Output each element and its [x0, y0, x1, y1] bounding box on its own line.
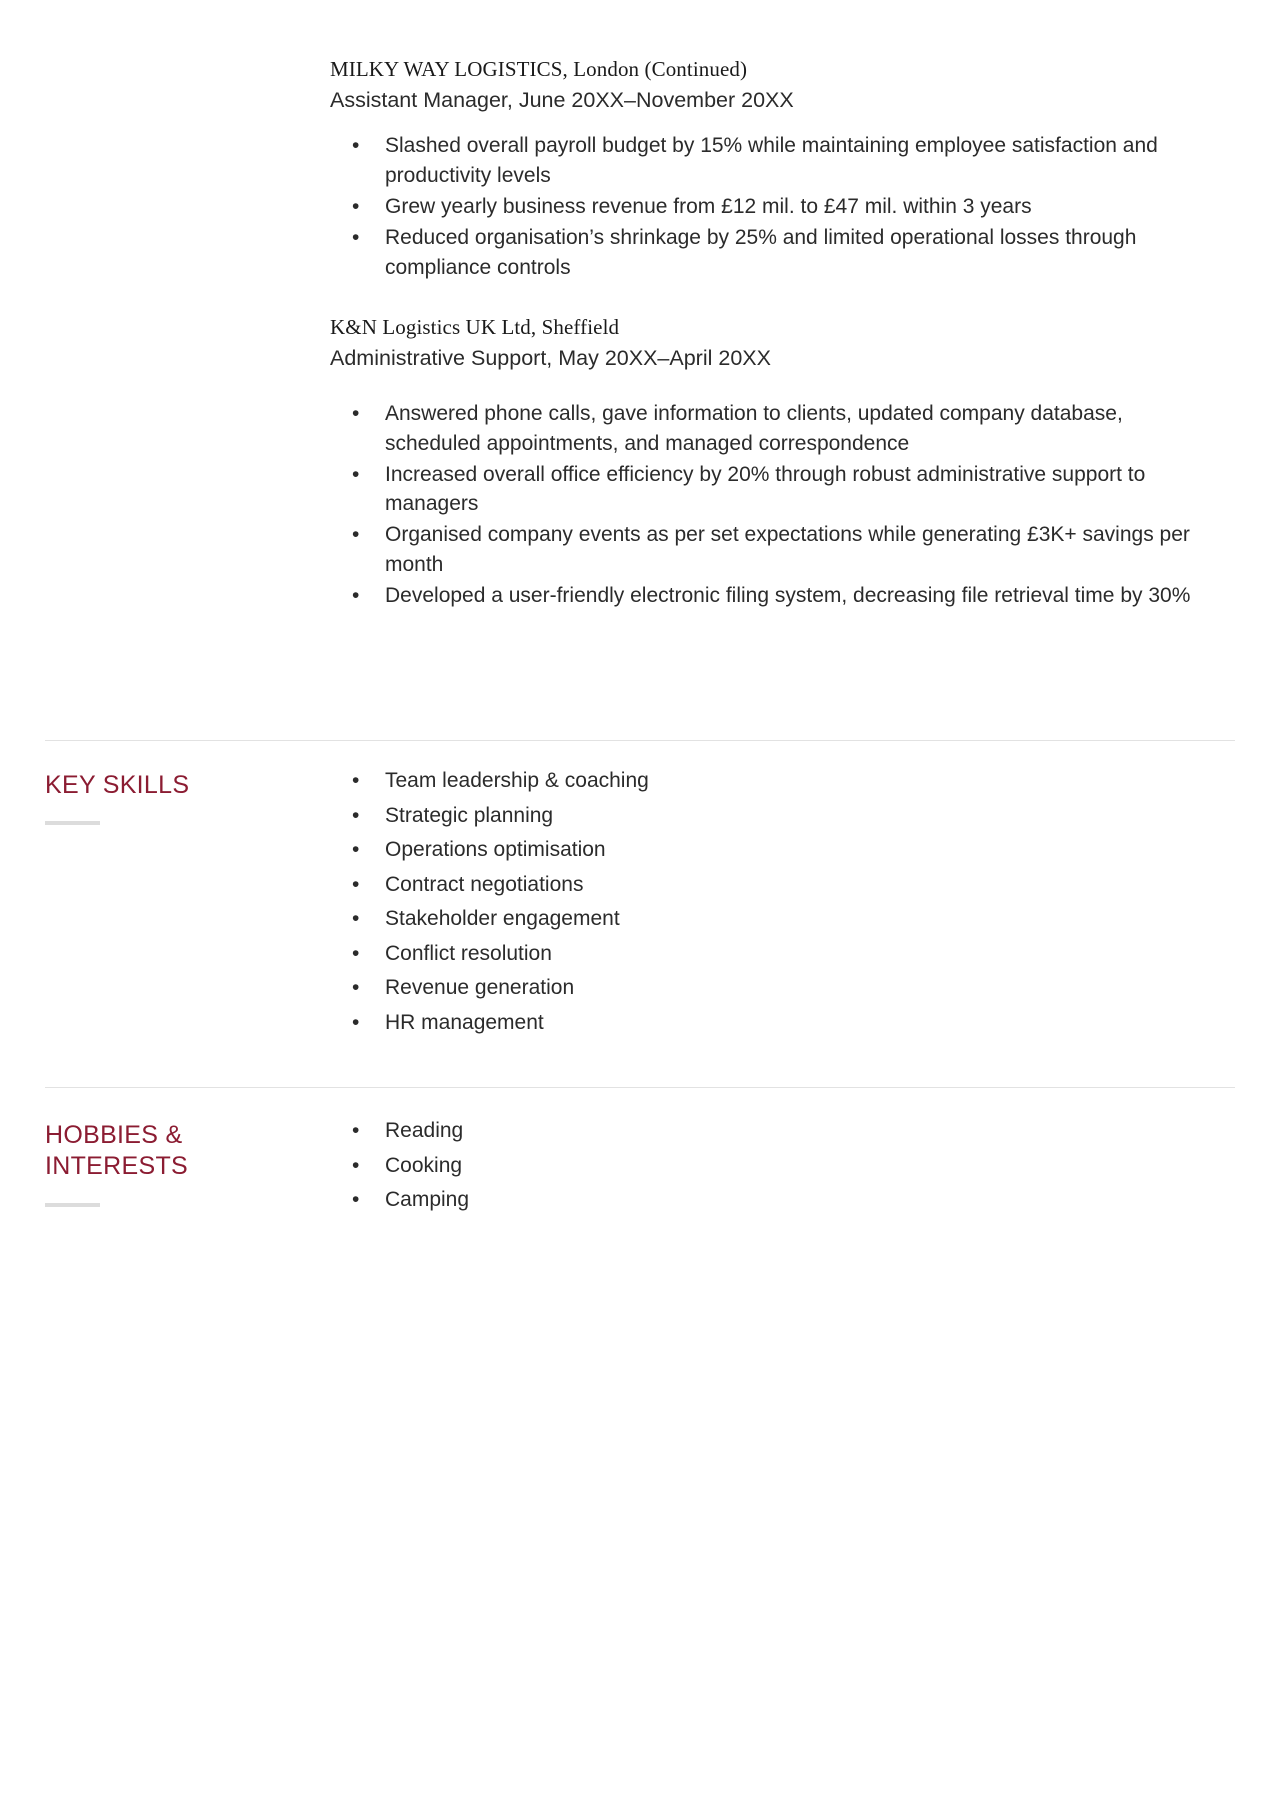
job-bullet-list [330, 399, 1220, 611]
job-role-and-dates: Assistant Manager, June 20XX–November 20XX [330, 88, 794, 113]
list-item: • Stakeholder engagement [330, 908, 1235, 929]
hobbies-content-column [330, 1120, 1235, 1224]
hobbies-list [330, 1120, 1235, 1210]
list-item: • Camping [330, 1189, 1235, 1210]
job-company-name: K&N Logistics UK Ltd, Sheffield [330, 314, 620, 339]
section-heading-hobbies-line1: HOBBIES & [45, 1121, 183, 1149]
job-company-name: MILKY WAY LOGISTICS, London (Continued) [330, 57, 748, 81]
list-item: • HR management [330, 1012, 1235, 1033]
experience-section [330, 55, 1220, 612]
list-item: • Cooking [330, 1155, 1235, 1176]
list-item: • Contract negotiations [330, 874, 1235, 895]
key-skills-list [330, 770, 1235, 1033]
list-item: • Organised company events as per set expectations while generating £3K+ savings per month [330, 520, 1220, 580]
hobbies-label-column [45, 1120, 295, 1207]
key-skills-label-column [45, 770, 295, 825]
job-bullet-list [330, 131, 1220, 282]
job-entry-milky-way [330, 55, 1220, 283]
list-item: • Strategic planning [330, 805, 1235, 826]
heading-underline-rule [45, 1203, 100, 1207]
list-item: • Team leadership & coaching [330, 770, 1235, 791]
section-divider [45, 740, 1235, 741]
section-divider [45, 1087, 1235, 1088]
job-entry-kn-logistics [330, 313, 1220, 611]
key-skills-content-column [330, 770, 1235, 1046]
list-item: • Reduced organisation’s shrinkage by 25% and limited operational losses through compliance controls [330, 223, 1220, 283]
job-role-and-dates: Administrative Support, May 20XX–April 20XX [330, 345, 771, 370]
section-heading-key-skills: KEY SKILLS [45, 771, 190, 799]
list-item: • Revenue generation [330, 977, 1235, 998]
list-item: • Increased overall office efficiency by 20% through robust administrative support to managers [330, 460, 1220, 520]
list-item: • Developed a user-friendly electronic filing system, decreasing file retrieval time by 30% [330, 581, 1220, 611]
heading-underline-rule [45, 821, 100, 825]
list-item: • Reading [330, 1120, 1235, 1141]
section-heading-hobbies-line2: INTERESTS [45, 1152, 188, 1181]
list-item: • Operations optimisation [330, 839, 1235, 860]
list-item: • Slashed overall payroll budget by 15% while maintaining employee satisfaction and productivity levels [330, 131, 1220, 191]
list-item: • Conflict resolution [330, 943, 1235, 964]
list-item: • Answered phone calls, gave information to clients, updated company database, scheduled appointments, and managed correspondence [330, 399, 1220, 459]
list-item: • Grew yearly business revenue from £12 mil. to £47 mil. within 3 years [330, 192, 1220, 222]
